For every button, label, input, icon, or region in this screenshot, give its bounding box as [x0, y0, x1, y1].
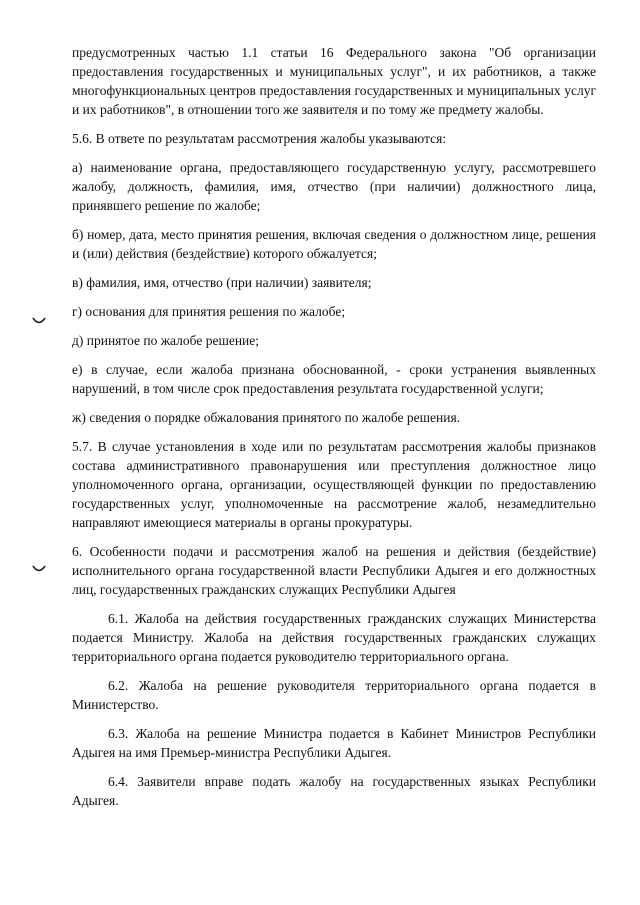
document-body [72, 43, 596, 820]
paragraph-5-6: 5.6. В ответе по результатам рассмотрения жалобы указываются: [72, 131, 447, 146]
list-item-b: б) номер, дата, место принятия решения, включая сведения о должностном лице, решения и (или) действия (бездействие) которого обжалуется; [72, 227, 596, 261]
scan-mark [32, 316, 46, 326]
paragraph-6-4: 6.4. Заявители вправе подать жалобу на государственных языках Республики Адыгея. [72, 774, 596, 808]
list-item-zh: ж) сведения о порядке обжалования принятого по жалобе решения. [72, 410, 461, 425]
paragraph-6-2: 6.2. Жалоба на решение руководителя территориального органа подается в Министерство. [72, 678, 596, 712]
list-item-a: а) наименование органа, предоставляющего государственную услугу, рассмотревшего жалобу, должность, фамилия, имя, отчество (при наличии) должностного лица, принявшего решение по жалобе; [72, 160, 596, 213]
list-item-d: д) принятое по жалобе решение; [72, 333, 260, 348]
paragraph-continuation: предусмотренных частью 1.1 статьи 16 Федерального закона "Об организации предоставления государственных и муниципальных услуг", и их работников, а также многофункциональных центров предоставления государственных и муниципальных услуг и их работников", в отношении того же заявителя и по тому же предмету жалобы. [72, 45, 596, 117]
list-item-e: е) в случае, если жалоба признана обоснованной, - сроки устранения выявленных нарушений, в том числе срок предоставления результата государственной услуги; [72, 362, 596, 396]
list-item-g: г) основания для принятия решения по жалобе; [72, 304, 346, 319]
paragraph-6-1: 6.1. Жалоба на действия государственных гражданских служащих Министерства подается Министру. Жалоба на действия государственных гражданских служащих территориального органа подается руководителю территориального органа. [72, 611, 596, 664]
section-6-heading: 6. Особенности подачи и рассмотрения жалоб на решения и действия (бездействие) исполнительного органа государственной власти Республики Адыгея и его должностных лиц, государственных гражданских служащих Республики Адыгея [72, 544, 596, 597]
list-item-v: в) фамилия, имя, отчество (при наличии) заявителя; [72, 275, 372, 290]
paragraph-6-3: 6.3. Жалоба на решение Министра подается в Кабинет Министров Республики Адыгея на имя Премьер-министра Республики Адыгея. [72, 726, 596, 760]
paragraph-5-7: 5.7. В случае установления в ходе или по результатам рассмотрения жалобы признаков состава административного правонарушения или преступления должностное лицо уполномоченного органа, организации, осуществляющей функции по предоставлению государственных услуг, уполномоченные на рассмотрение жалоб, незамедлительно направляют имеющиеся материалы в органы прокуратуры. [72, 439, 596, 530]
scan-mark [32, 564, 46, 574]
